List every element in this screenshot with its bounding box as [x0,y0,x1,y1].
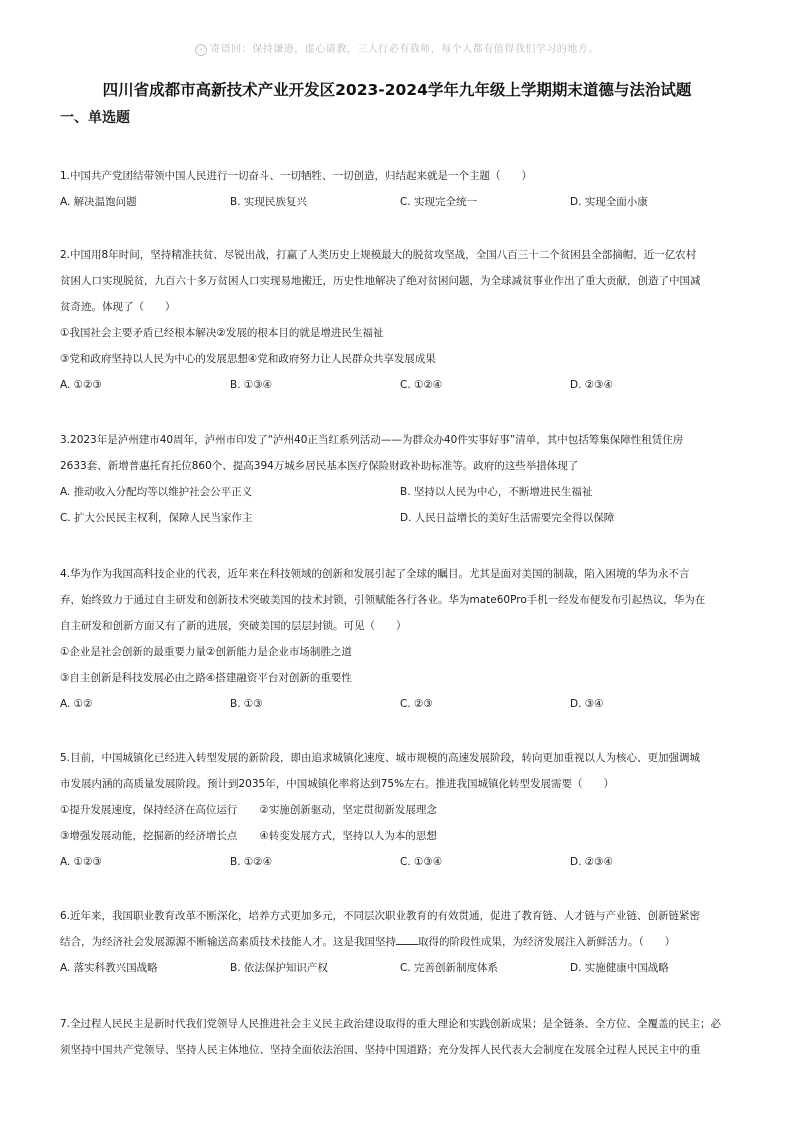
question-stem: 6.近年来，我国职业教育改革不断深化，培养方式更加多元，不同层次职业教育的有效贯通，促进了教育链、人才链与产业链、创新链紧密 [60,910,701,922]
option-c: C. ①②④ [400,379,443,391]
statement-line: ③自主创新是科技发展必由之路④搭建融资平台对创新的重要性 [60,672,352,684]
option-d: D. ②③④ [570,856,613,868]
question-stem: 7.全过程人民民主是新时代我们党领导人民推进社会主义民主政治建设取得的重大理论和实践创新成果；是全链条、全方位、全覆盖的民主；必 [60,1018,722,1030]
question-4 [60,561,740,717]
option-d: D. ③④ [570,698,604,710]
question-6 [60,903,740,981]
options-row [60,955,740,981]
stem-before-blank: 结合，为经济社会发展源源不断输送高素质技术技能人才。这是我国坚持 [60,936,396,948]
option-d: D. ②③④ [570,379,613,391]
question-stem: 须坚持中国共产党领导、坚持人民主体地位、坚持全面依法治国、坚持中国道路；充分发挥人民代表大会制度在发展全过程人民民主中的重 [60,1044,701,1056]
motto-banner [0,40,794,56]
question-stem: 3.2023年是泸州建市40周年，泸州市印发了“泸州40正当红系列活动——为群众办40件实事好事”清单，其中包括筹集保障性租赁住房 [60,434,684,446]
statement-line [60,823,740,849]
section-heading: 一、单选题 [60,110,130,126]
question-2 [60,242,740,398]
option-c: C. ①③④ [400,856,443,868]
statement-line [60,797,740,823]
question-5 [60,745,740,875]
option-c: C. 实现完全统一 [400,196,478,208]
option-a: A. ①② [60,698,93,710]
question-1 [60,163,740,215]
statement-line: ①我国社会主要矛盾已经根本解决②发展的根本目的就是增进民生福祉 [60,327,384,339]
option-c: C. 扩大公民民主权利，保障人民当家作主 [60,512,253,524]
statement-2: ②实施创新驱动，坚定贯彻新发展理念 [259,804,437,816]
question-stem: 1.中国共产党团结带领中国人民进行一切奋斗、一切牺牲、一切创造，归结起来就是一个主题（ ） [60,170,533,182]
option-b: B. ①③④ [230,379,273,391]
option-d: D. 实现全面小康 [570,196,648,208]
option-c: C. 完善创新制度体系 [400,962,499,974]
option-c: C. ②③ [400,698,433,710]
option-b: B. ①②④ [230,856,273,868]
option-a: A. ①②③ [60,856,102,868]
option-b: B. 依法保护知识产权 [230,962,328,974]
question-stem [60,929,740,955]
question-stem: 自主研发和创新方面又有了新的进展，突破美国的层层封锁。可见（ ） [60,620,407,632]
question-stem: 市发展内涵的高质量发展阶段。预计到2035年，中国城镇化率将达到75%左右。推进我国城镇化转型发展需要（ ） [60,778,615,790]
options-row [60,189,740,215]
option-b: B. 实现民族复兴 [230,196,307,208]
statement-4: ④转变发展方式，坚持以人为本的思想 [259,830,437,842]
option-a: A. 解决温饱问题 [60,196,137,208]
question-stem: 2.中国用8年时间，坚持精准扶贫、尽锐出战，打赢了人类历史上规模最大的脱贫攻坚战，全国八百三十二个贫困县全部摘帽，近一亿农村 [60,249,697,261]
stem-after-blank: 取得的阶段性成果，为经济发展注入新鲜活力。（ ） [418,936,676,948]
question-stem: 4.华为作为我国高科技企业的代表，近年来在科技领域的创新和发展引起了全球的瞩目。尤其是面对美国的制裁，陷入困境的华为永不言 [60,568,690,580]
statement-1: ①提升发展速度，保持经济在高位运行 [60,804,238,816]
option-a: A. 落实科教兴国战略 [60,962,158,974]
motto-text: 寄语回：保持谦逊，虚心请教，三人行必有我师，每个人都有值得我们学习的地方。 [210,44,599,55]
statement-line: ①企业是社会创新的最重要力量②创新能力是企业市场制胜之道 [60,646,352,658]
statement-line: ③党和政府坚持以人民为中心的发展思想④党和政府努力让人民群众共享发展成果 [60,353,436,365]
option-b: B. 坚持以人民为中心，不断增进民生福祉 [400,486,593,498]
fill-blank [396,932,418,945]
options-row [60,372,740,398]
option-b: B. ①③ [230,698,263,710]
statement-3: ③增强发展动能，挖掘新的经济增长点 [60,830,238,842]
options-row [60,505,740,531]
options-row [60,691,740,717]
option-a: A. ①②③ [60,379,102,391]
question-stem: 弃，始终致力于通过自主研发和创新技术突破美国的技术封锁，引领赋能各行各业。华为mate60Pro手机一经发布便发布引起热议，华为在 [60,594,706,606]
options-row [60,849,740,875]
question-stem: 5.目前，中国城镇化已经进入转型发展的新阶段，即由追求城镇化速度、城市规模的高速发展阶段，转向更加重视以人为核心、更加强调城 [60,752,701,764]
question-stem: 2633套、新增普惠托育托位860个、提高394万城乡居民基本医疗保险财政补助标准等。政府的这些举措体现了 [60,460,579,472]
exam-title: 四川省成都市高新技术产业开发区2023-2024学年九年级上学期期末道德与法治试题 [102,81,692,99]
option-d: D. 实施健康中国战略 [570,962,669,974]
question-3 [60,427,740,531]
options-row [60,479,740,505]
question-7 [60,1011,740,1063]
question-stem: 贫困人口实现脱贫，九百六十多万贫困人口实现易地搬迁，历史性地解决了绝对贫困问题，为全球减贫事业作出了重大贡献，创造了中国减 [60,275,701,287]
option-d: D. 人民日益增长的美好生活需要完全得以保障 [400,512,615,524]
option-a: A. 推动收入分配均等以维护社会公平正义 [60,486,253,498]
question-stem: 贫奇迹。体现了（ ） [60,301,176,313]
badge-icon: ⓢ [195,44,207,56]
